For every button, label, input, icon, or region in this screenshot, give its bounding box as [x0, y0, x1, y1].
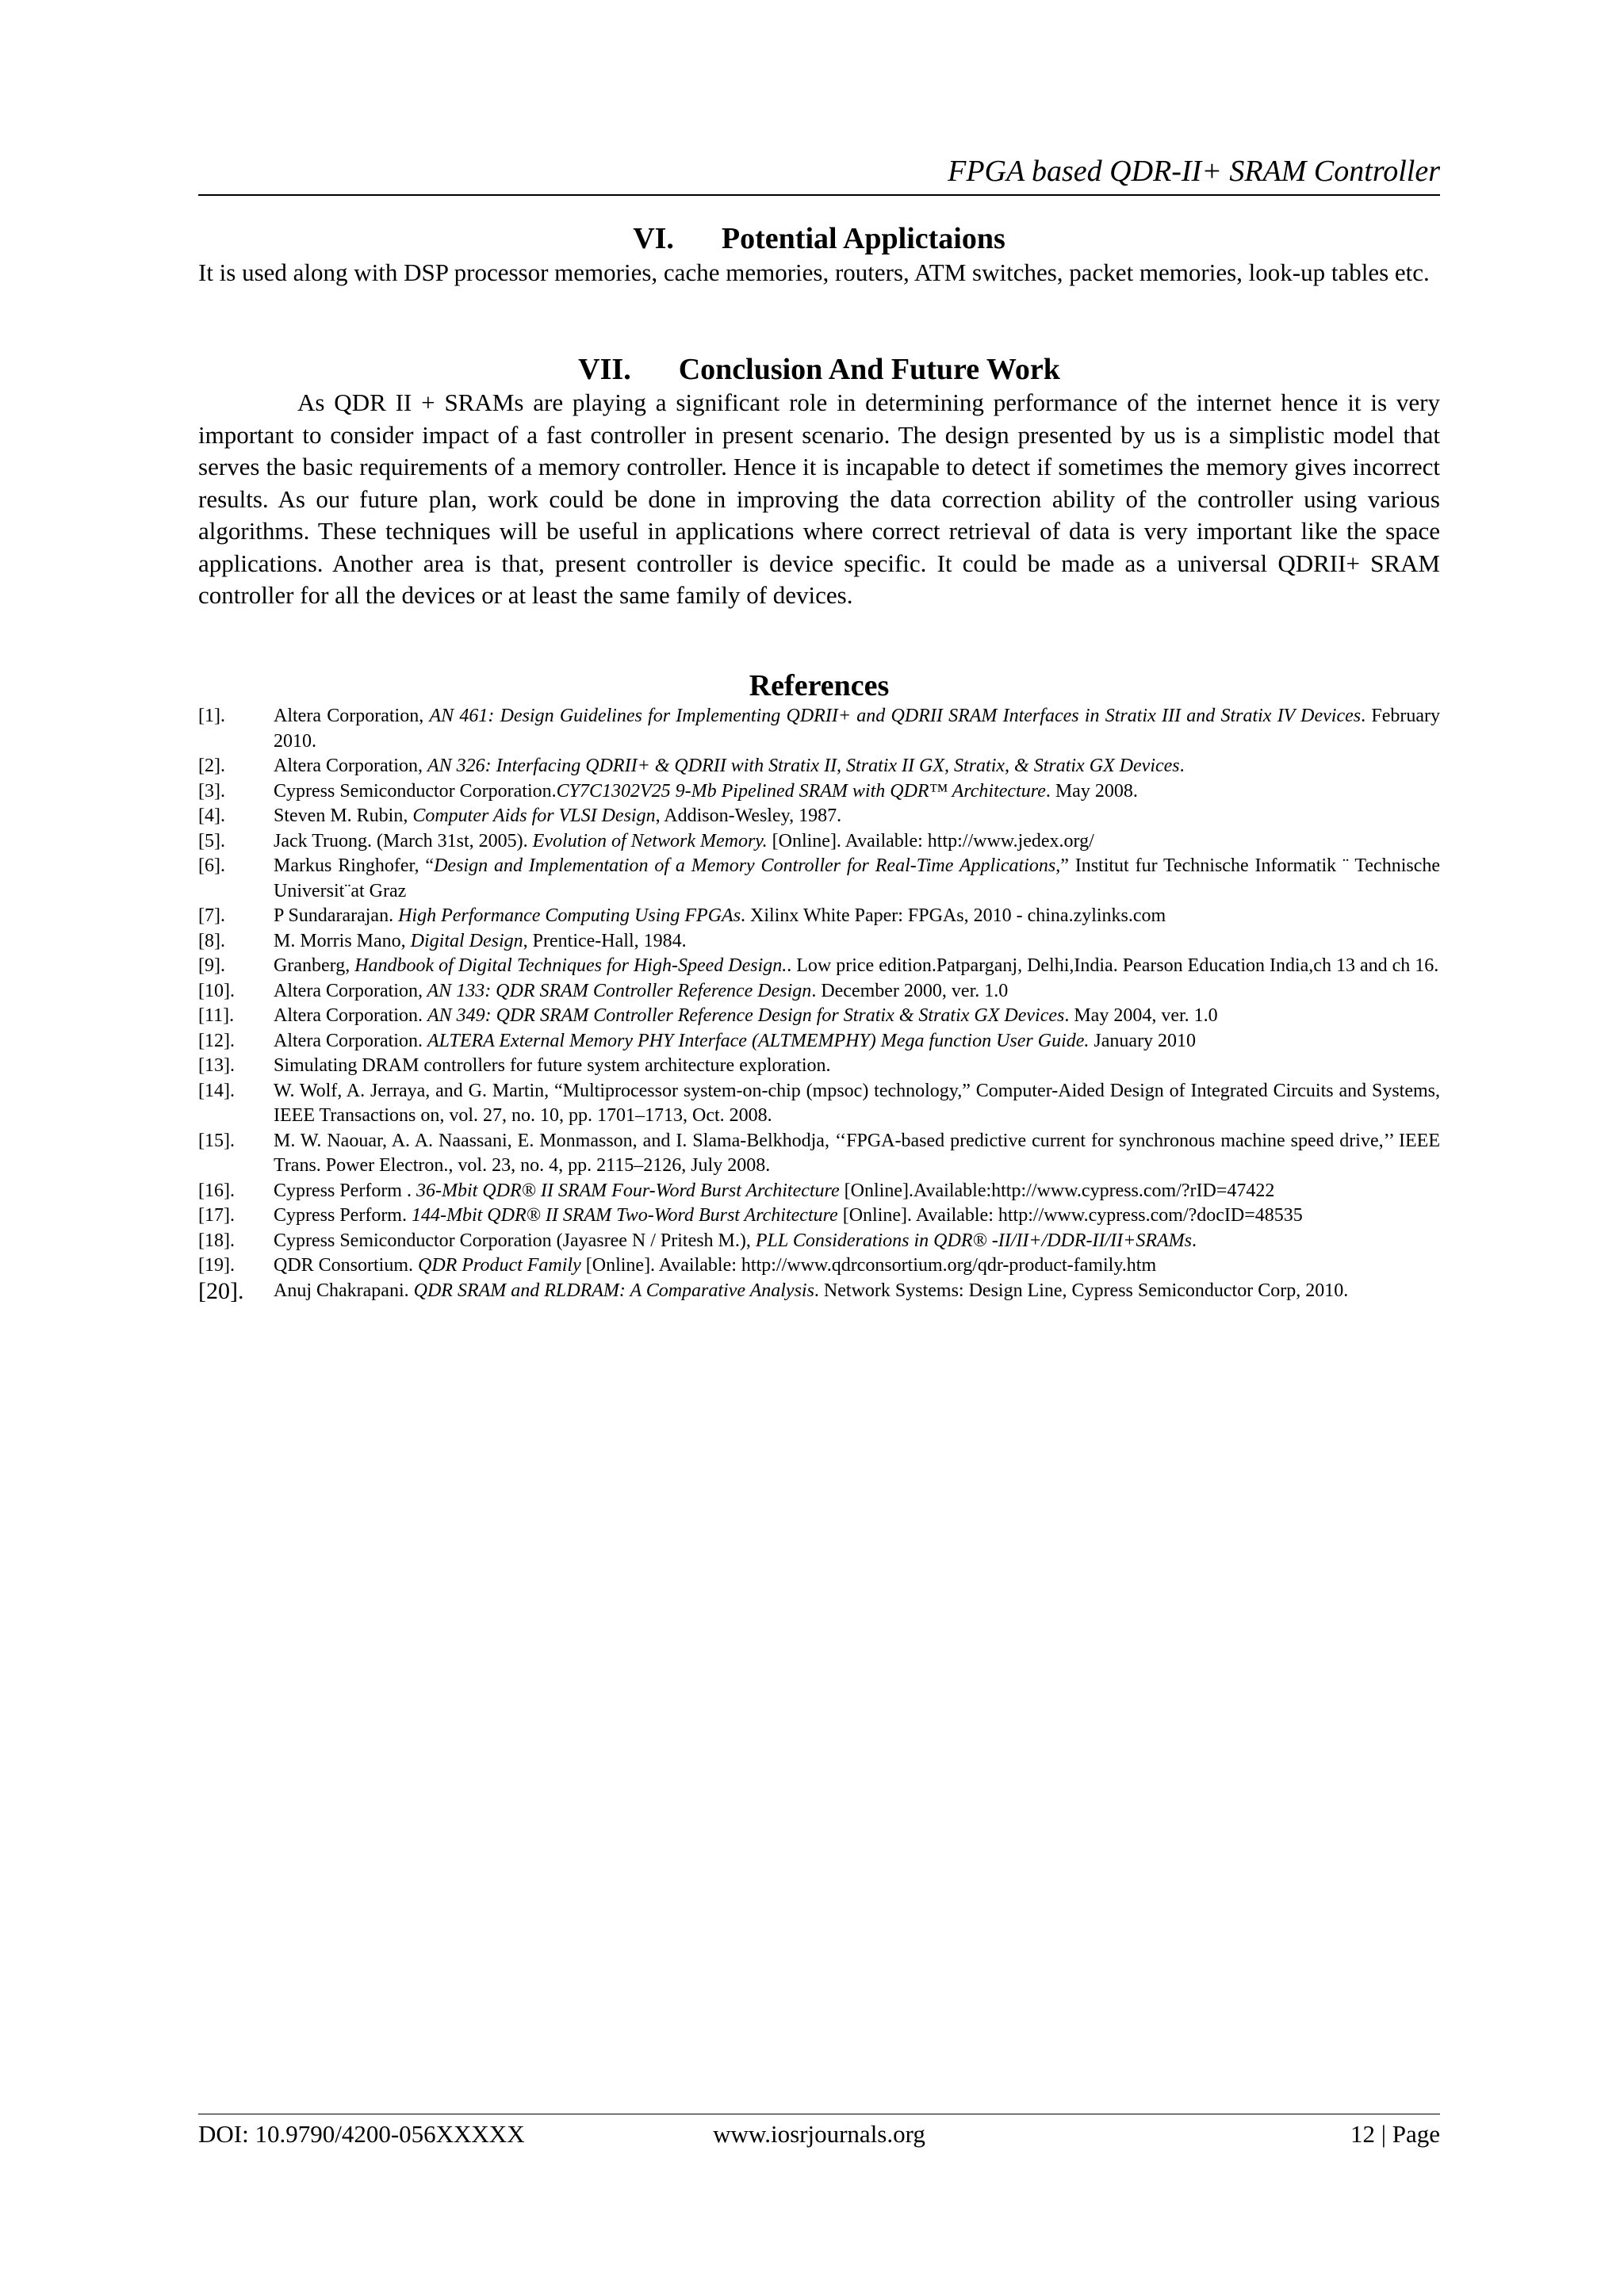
reference-detail: M. W. Naouar, A. A. Naassani, E. Monmasson, and I. Slama-Belkhodja, ‘‘FPGA-based predictive current for synchronous machine speed drive,’’ IEEE Trans. Power Electron., vol. 23, no. 4, pp. 2115–2126, July 2008.: [274, 1130, 1440, 1176]
reference-detail: [Online].Available:http://www.cypress.com/?rID=47422: [839, 1180, 1275, 1201]
footer-website[interactable]: www.iosrjournals.org: [713, 2120, 925, 2148]
reference-item: [198, 1203, 1440, 1229]
reference-detail: Steven M. Rubin,: [274, 806, 413, 826]
reference-detail: Jack Truong. (March 31st, 2005).: [274, 830, 533, 851]
reference-detail: Cypress Perform.: [274, 1205, 412, 1226]
reference-detail: , Prentice-Hall, 1984.: [523, 930, 687, 951]
reference-item: [198, 754, 1440, 779]
reference-item: [198, 1029, 1440, 1054]
reference-detail: Granberg,: [274, 955, 355, 976]
reference-text: [274, 704, 1440, 754]
reference-title: Evolution of Network Memory.: [532, 830, 768, 851]
reference-title: High Performance Computing Using FPGAs: [398, 905, 741, 926]
footer-page-number: 12 | Page: [1350, 2120, 1440, 2148]
reference-number: [16].: [198, 1180, 235, 1201]
reference-text: [274, 829, 1440, 855]
reference-detail: P Sundararajan.: [274, 905, 399, 926]
reference-detail: . December 2000, ver. 1.0: [811, 980, 1009, 1001]
reference-detail: . Network Systems: Design Line, Cypress Semiconductor Corp, 2010.: [814, 1280, 1349, 1301]
reference-item: [198, 1279, 1440, 1304]
reference-text: [274, 929, 1440, 955]
reference-text: [274, 1004, 1440, 1029]
reference-number: [3].: [198, 780, 225, 802]
reference-item: [198, 1079, 1440, 1129]
section-heading-vii: [198, 352, 1440, 387]
reference-title: 144-Mbit QDR® II SRAM Two-Word Burst Architecture: [411, 1205, 838, 1226]
reference-number: [19].: [198, 1255, 235, 1276]
reference-text: [274, 904, 1440, 929]
reference-number: [9].: [198, 955, 225, 976]
section-vi-body: It is used along with DSP processor memories, cache memories, routers, ATM switches, packet memories, look-up tables etc.: [198, 258, 1430, 286]
reference-text: [274, 1229, 1440, 1254]
reference-title: , AN 133: QDR SRAM Controller Reference Design: [417, 980, 812, 1001]
reference-detail: M. Morris Mano,: [274, 930, 411, 951]
reference-number: [14].: [198, 1080, 235, 1101]
reference-detail: January 2010: [1089, 1030, 1197, 1051]
reference-detail: .: [1192, 1230, 1197, 1251]
reference-item: [198, 954, 1440, 979]
reference-detail: Altera Corporation: [274, 980, 418, 1001]
reference-number: [6].: [198, 855, 225, 876]
reference-title: CY7C1302V25 9-Mb Pipelined SRAM with QDR™ Architecture: [556, 780, 1046, 802]
section-heading-vi: [198, 221, 1440, 256]
reference-title: AN 461: Design Guidelines for Implementing QDRII+ and QDRII SRAM Interfaces in Stratix III and Stratix IV Devices: [429, 706, 1362, 726]
reference-detail: .: [1179, 756, 1185, 776]
reference-text: [274, 1129, 1440, 1179]
reference-title: Design and Implementation of a Memory Controller for Real-Time Applications: [434, 855, 1056, 876]
reference-item: [198, 979, 1440, 1004]
reference-detail: Markus Ringhofer, “: [274, 855, 435, 876]
reference-item: [198, 1129, 1440, 1179]
reference-item: [198, 829, 1440, 855]
reference-item: [198, 779, 1440, 805]
reference-number: [15].: [198, 1130, 235, 1151]
reference-detail: [Online]. Available: http://www.jedex.org/: [767, 830, 1094, 851]
reference-title: Computer Aids for VLSI Design: [412, 806, 656, 826]
reference-detail: Simulating DRAM controllers for future system architecture exploration.: [274, 1055, 831, 1076]
reference-number: [20].: [198, 1277, 244, 1304]
reference-detail: Cypress Perform .: [274, 1180, 416, 1201]
reference-title: AN 326: Interfacing QDRII+ & QDRII with Stratix II, Stratix II GX, Stratix, & Stratix GX Devices: [427, 756, 1180, 776]
reference-text: [274, 804, 1440, 829]
reference-text: [274, 1253, 1440, 1279]
reference-number: [2].: [198, 756, 225, 776]
reference-text: [274, 1203, 1440, 1229]
reference-item: [198, 1004, 1440, 1029]
reference-text: [274, 779, 1440, 805]
reference-detail: , Addison-Wesley, 1987.: [655, 806, 842, 826]
reference-item: [198, 904, 1440, 929]
section-number: VI.: [633, 222, 674, 255]
reference-number: [18].: [198, 1230, 235, 1251]
reference-item: [198, 1054, 1440, 1079]
section-title: Conclusion And Future Work: [678, 353, 1060, 386]
reference-item: [198, 1229, 1440, 1254]
reference-text: [274, 1179, 1440, 1204]
reference-text: [274, 1029, 1440, 1054]
reference-number: [13].: [198, 1055, 235, 1076]
reference-detail: Altera Corporation.: [274, 1005, 427, 1026]
reference-detail: . February 2010.: [274, 706, 1440, 752]
reference-detail: Altera Corporation,: [274, 756, 427, 776]
reference-detail: QDR Consortium.: [274, 1255, 419, 1276]
reference-text: [274, 1279, 1440, 1304]
reference-number: [1].: [198, 706, 225, 726]
reference-text: [274, 1054, 1440, 1079]
reference-detail: . Low price edition.Patparganj, Delhi,India. Pearson Education India,ch 13 and ch 16.: [787, 955, 1439, 976]
section-title: Potential Applictaions: [721, 222, 1005, 255]
reference-text: [274, 854, 1440, 904]
reference-number: [12].: [198, 1030, 235, 1051]
reference-number: [17].: [198, 1205, 235, 1226]
references-list: [198, 704, 1440, 1303]
reference-detail: [Online]. Available: http://www.qdrconsortium.org/qdr-product-family.htm: [580, 1255, 1157, 1276]
reference-title: Digital Design: [410, 930, 523, 951]
reference-detail: Cypress Semiconductor Corporation.: [274, 780, 557, 802]
reference-detail: . Xilinx White Paper: FPGAs, 2010 - china.zylinks.com: [741, 905, 1166, 926]
section-number: VII.: [578, 353, 631, 386]
reference-title: AN 349: QDR SRAM Controller Reference Design for Stratix & Stratix GX Devices: [427, 1005, 1065, 1026]
reference-text: [274, 979, 1440, 1004]
reference-detail: W. Wolf, A. Jerraya, and G. Martin, “Multiprocessor system-on-chip (mpsoc) technology,” Computer-Aided Design of Integrated Circuits and Systems, IEEE Transactions on, vol. 27, no. 10, pp. 1701–1713, Oct. 2008.: [274, 1080, 1440, 1126]
reference-detail: . May 2004, ver. 1.0: [1064, 1005, 1218, 1026]
reference-number: [10].: [198, 980, 235, 1001]
reference-item: [198, 704, 1440, 754]
section-vii-body: As QDR II + SRAMs are playing a significant role in determining performance of the internet hence it is very important to consider impact of a fast controller in present scenario. The design presented by us is a simplistic model that serves the basic requirements of a memory controller. Hence it is incapable to detect if sometimes the memory gives incorrect results. As our future plan, work could be done in improving the data correction ability of the controller using various algorithms. These techniques will be useful in applications where correct retrieval of data is very important like the space applications. Another area is that, present controller is device specific. It could be made as a universal QDRII+ SRAM controller for all the devices or at least the same family of devices.: [198, 388, 1440, 609]
reference-item: [198, 804, 1440, 829]
reference-text: [274, 754, 1440, 779]
reference-detail: [Online]. Available: http://www.cypress.com/?docID=48535: [837, 1205, 1303, 1226]
references-heading: References: [749, 669, 890, 702]
reference-detail: Altera Corporation,: [274, 706, 430, 726]
reference-item: [198, 929, 1440, 955]
reference-detail: Anuj Chakrapani.: [274, 1280, 414, 1301]
reference-title: QDR SRAM and RLDRAM: A Comparative Analysis: [413, 1280, 814, 1301]
reference-number: [8].: [198, 930, 225, 951]
reference-item: [198, 1179, 1440, 1204]
reference-detail: Altera Corporation.: [274, 1030, 427, 1051]
reference-detail: ,” Institut fur Technische Informatik ¨ Technische Universit¨at Graz: [274, 855, 1441, 901]
reference-title: PLL Considerations in QDR® -II/II+/DDR-II/II+SRAMs: [755, 1230, 1193, 1251]
reference-title: 36-Mbit QDR® II SRAM Four-Word Burst Architecture: [416, 1180, 840, 1201]
reference-detail: Cypress Semiconductor Corporation (Jayasree N / Pritesh M.),: [274, 1230, 756, 1251]
reference-text: [274, 1079, 1440, 1129]
reference-item: [198, 854, 1440, 904]
reference-number: [11].: [198, 1005, 235, 1026]
header-divider: [198, 194, 1440, 196]
reference-number: [5].: [198, 830, 225, 851]
reference-item: [198, 1253, 1440, 1279]
reference-number: [4].: [198, 806, 225, 826]
reference-text: [274, 954, 1440, 979]
footer-doi: DOI: 10.9790/4200-056XXXXX: [198, 2120, 525, 2148]
running-header: FPGA based QDR-II+ SRAM Controller: [948, 155, 1440, 188]
reference-detail: . May 2008.: [1045, 780, 1138, 802]
reference-title: Handbook of Digital Techniques for High-Speed Design.: [354, 955, 787, 976]
reference-number: [7].: [198, 905, 225, 926]
reference-title: QDR Product Family: [418, 1255, 581, 1276]
reference-title: ALTERA External Memory PHY Interface (ALTMEMPHY) Mega function User Guide.: [427, 1030, 1090, 1051]
